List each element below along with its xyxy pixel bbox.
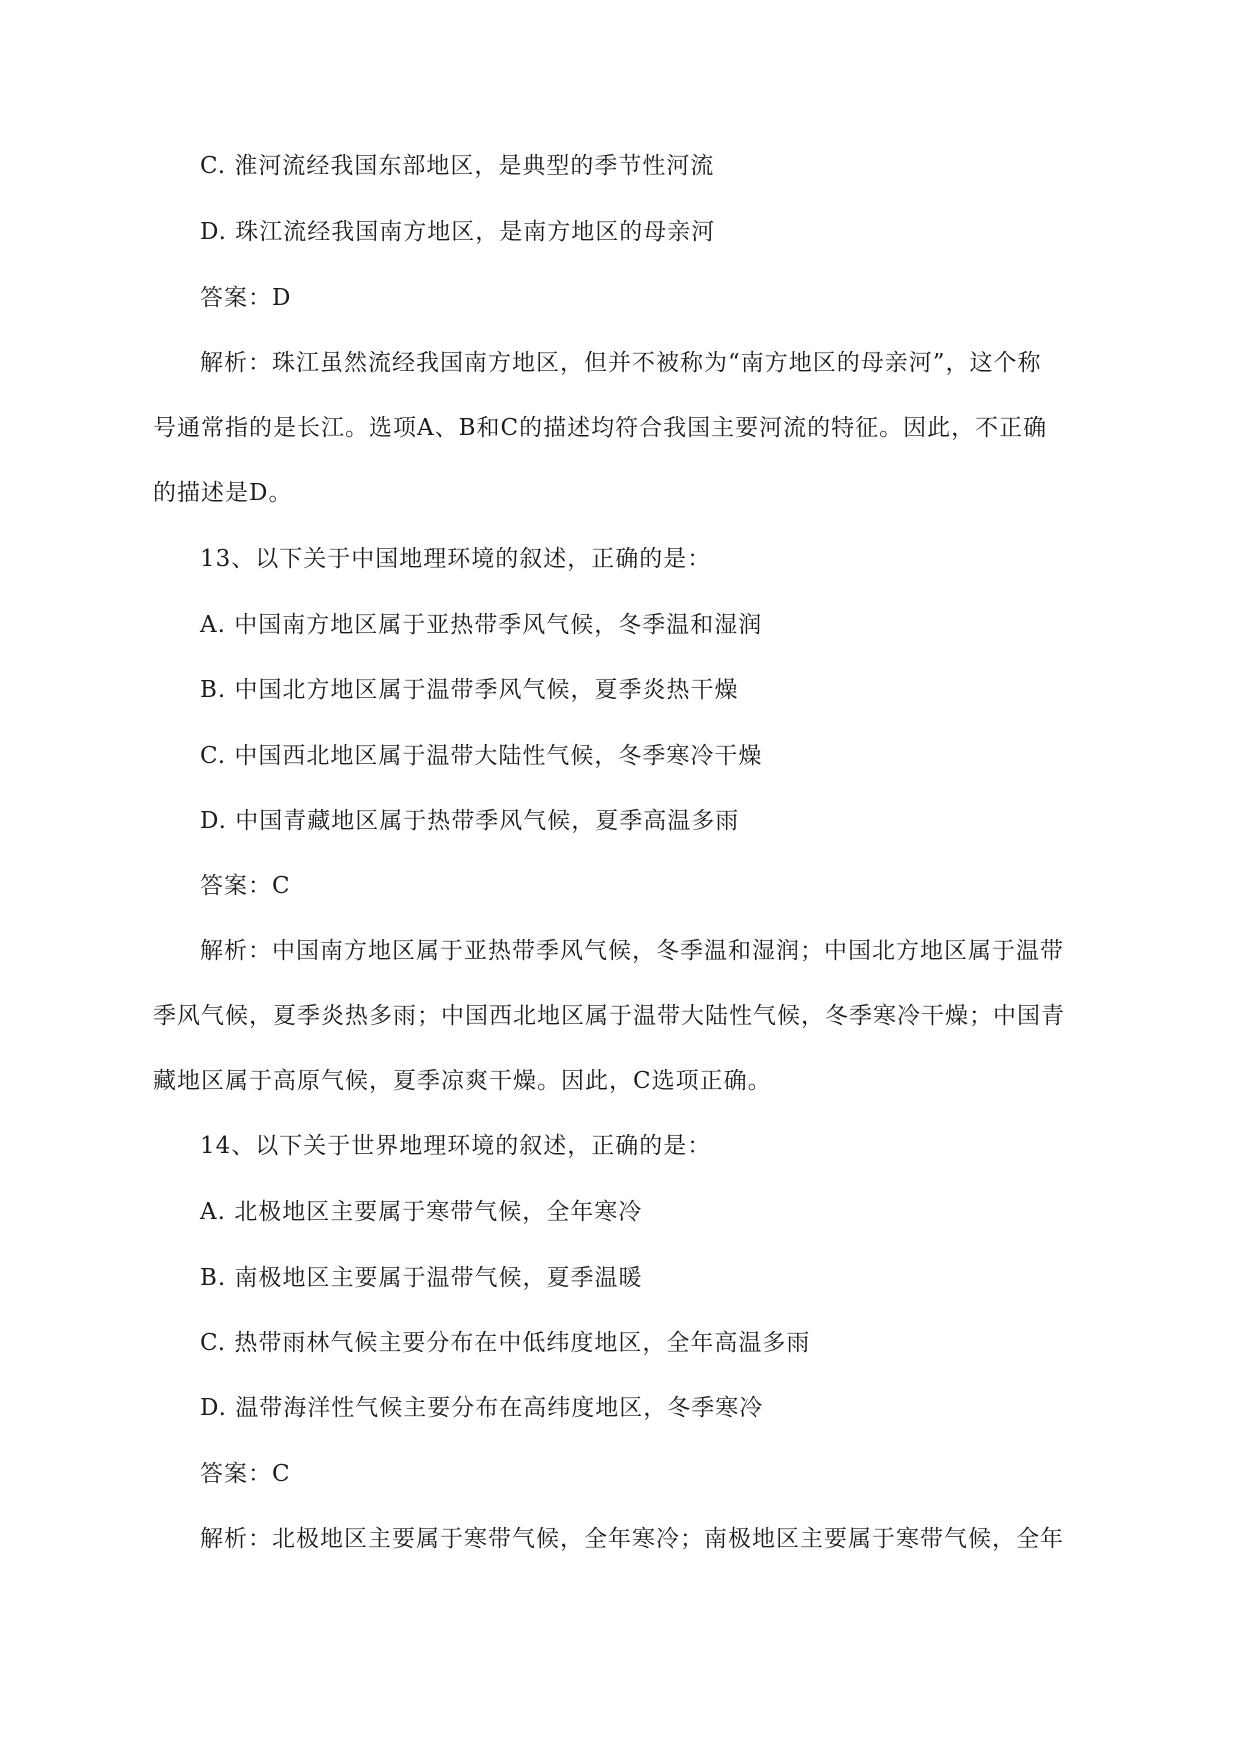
q13-option-c: C. 中国西北地区属于温带大陆性气候，冬季寒冷干燥: [200, 743, 763, 769]
q12-analysis-line-3: 的描述是D。: [153, 480, 293, 506]
q14-answer: 答案：C: [200, 1461, 291, 1487]
q13-analysis-line-1: 解析：中国南方地区属于亚热带季风气候，冬季温和湿润；中国北方地区属于温带: [200, 938, 1064, 964]
q14-question: 14、以下关于世界地理环境的叙述，正确的是：: [200, 1133, 712, 1159]
q12-answer: 答案：D: [200, 285, 292, 311]
q12-option-c: C. 淮河流经我国东部地区，是典型的季节性河流: [200, 153, 715, 179]
q13-analysis-line-2: 季风气候，夏季炎热多雨；中国西北地区属于温带大陆性气候，冬季寒冷干燥；中国青: [153, 1003, 1065, 1029]
q14-option-a: A. 北极地区主要属于寒带气候，全年寒冷: [200, 1199, 643, 1225]
q14-option-b: B. 南极地区主要属于温带气候，夏季温暖: [200, 1265, 643, 1291]
q13-analysis-line-3: 藏地区属于高原气候，夏季凉爽干燥。因此，C选项正确。: [153, 1068, 772, 1094]
q12-analysis-line-1: 解析：珠江虽然流经我国南方地区，但并不被称为“南方地区的母亲河”，这个称: [200, 350, 1042, 376]
q14-option-d: D. 温带海洋性气候主要分布在高纬度地区，冬季寒冷: [200, 1395, 764, 1421]
q13-option-b: B. 中国北方地区属于温带季风气候，夏季炎热干燥: [200, 677, 739, 703]
q13-answer: 答案：C: [200, 873, 291, 899]
q12-analysis-line-2: 号通常指的是长江。选项A、B和C的描述均符合我国主要河流的特征。因此，不正确: [153, 415, 1048, 441]
q13-option-d: D. 中国青藏地区属于热带季风气候，夏季高温多雨: [200, 808, 740, 834]
q13-question: 13、以下关于中国地理环境的叙述，正确的是：: [200, 546, 712, 572]
q14-option-c: C. 热带雨林气候主要分布在中低纬度地区，全年高温多雨: [200, 1330, 811, 1356]
q12-option-d: D. 珠江流经我国南方地区，是南方地区的母亲河: [200, 219, 716, 245]
q14-analysis-line-1: 解析：北极地区主要属于寒带气候，全年寒冷；南极地区主要属于寒带气候，全年: [200, 1526, 1064, 1552]
q13-option-a: A. 中国南方地区属于亚热带季风气候，冬季温和湿润: [200, 612, 763, 638]
